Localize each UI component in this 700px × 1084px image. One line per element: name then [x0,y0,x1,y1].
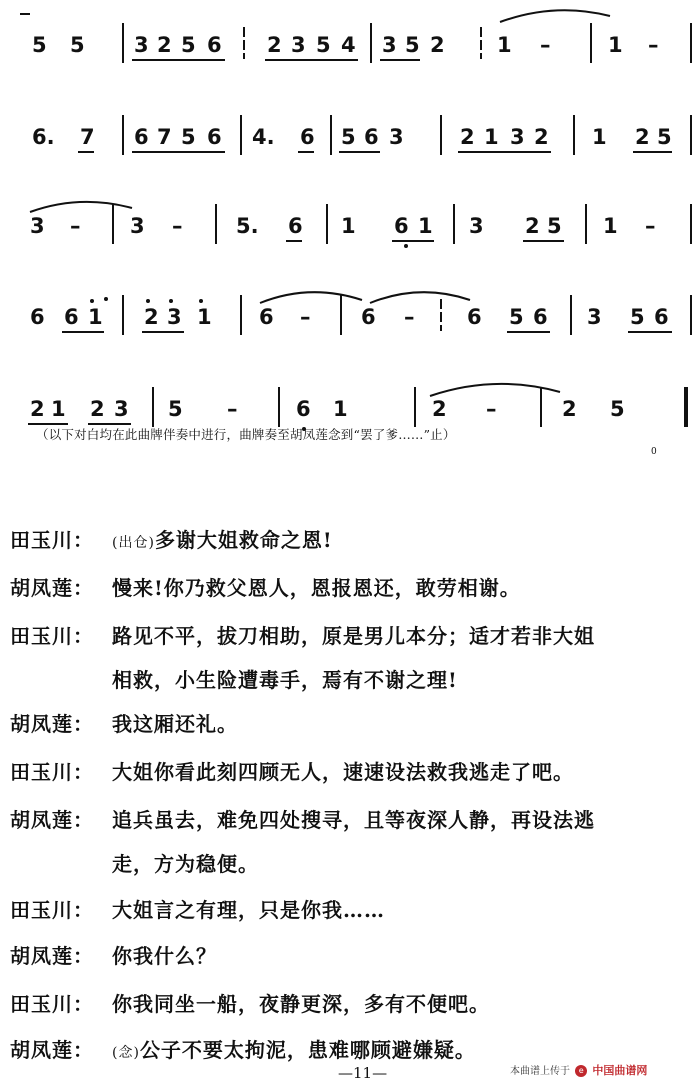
note-digit: 5 [509,305,524,329]
note-digit: 5 [405,33,420,57]
dialogue-text: 公子不要太拘泥，患难哪顾避嫌疑。 [139,1038,476,1062]
note-digit: 6 [207,125,222,149]
dialogue-text: 慢来!你乃救父恩人，恩报恩还，敢劳相谢。 [112,576,521,600]
note-digit: 6 [394,214,409,238]
note-mark: 0 [651,447,657,457]
note-digit: 3 [389,125,404,149]
dashed-barline [440,299,442,331]
note-digit: 2 [432,397,447,421]
octave-dot [90,299,94,303]
footer-text: 本曲谱上传于 [510,1066,570,1077]
dialogue-line [10,756,574,785]
note-digit: 6 [207,33,222,57]
dialogue-text: 我这厢还礼。 [112,712,238,736]
note-digit: 1 [603,214,618,238]
note-digit: 7 [157,125,172,149]
tie-arc [500,10,610,22]
dialogue-text: 多谢大姐救命之恩! [154,528,333,552]
dialogue-text: 路见不平，拔刀相助，原是男儿本分；适才若非大姐 [112,624,595,648]
beam-underline [633,151,672,153]
note-digit: 7 [80,125,95,149]
note-digit: 1 [497,33,512,57]
note-digit: 1 [341,214,356,238]
page-number: —11— [338,1064,388,1082]
note-digit: – [540,33,551,57]
beam-underline [392,240,434,242]
note-digit: 3 [382,33,397,57]
tie-arc [30,202,132,212]
barline [215,204,217,244]
note-digit: 1 [88,305,103,329]
note-digit: 6 [654,305,669,329]
note-digit: 2 [460,125,475,149]
tie-arc [260,292,362,303]
barline [440,115,442,155]
barline [690,295,692,335]
barline [326,204,328,244]
barline [340,295,342,335]
note-digit: 2 [430,33,445,57]
dialogue-line [10,572,521,601]
dialogue-continuation: 相救，小生险遭毒手，焉有不谢之理! [112,668,458,692]
dialogue-line [10,894,385,923]
dialogue-continuation: 走，方为稳便。 [112,852,259,876]
beam-underline [628,331,672,333]
beam-underline [507,331,550,333]
beam-underline [458,151,551,153]
barline [122,23,124,63]
note-digit: 6. [32,125,55,149]
note-digit: 3 [130,214,145,238]
stage-direction: (出仓) [112,535,155,551]
performance-note: （以下对白均在此曲牌伴奏中进行，曲牌奏至胡凤莲念到“罢了爹……”止） [36,427,456,442]
note-digit: 6 [30,305,45,329]
beam-underline [523,240,564,242]
note-digit: 3 [510,125,525,149]
note-digit: 2 [30,397,45,421]
barline [453,204,455,244]
note-digit: 1 [608,33,623,57]
speaker-name: 胡凤莲： [10,944,94,968]
dialogue-line [10,1034,476,1063]
note-digit: 6 [300,125,315,149]
note-digit: 2 [267,33,282,57]
note-digit: 5. [236,214,259,238]
dialogue-line [10,708,238,737]
barline [573,115,575,155]
note-digit: 1 [484,125,499,149]
octave-dot [104,297,108,301]
note-digit: 5 [630,305,645,329]
score-row [0,305,700,365]
note-digit: 3 [30,214,45,238]
speaker-name: 田玉川： [10,992,94,1016]
dialogue-text: 大姐你看此刻四顾无人，速速设法救我逃走了吧。 [112,760,574,784]
speaker-name: 田玉川： [10,528,94,552]
barline [540,387,542,427]
dialogue-text: 追兵虽去，难免四处搜寻，且等夜深人静，再设法逃 [112,808,595,832]
note-digit: 3 [114,397,129,421]
note-digit: 3 [291,33,306,57]
note-digit: 2 [90,397,105,421]
dialogue-text: 你我什么？ [112,944,217,968]
beam-underline [339,151,380,153]
dialogue-line [10,804,595,833]
note-digit: – [645,214,656,238]
note-digit: – [648,33,659,57]
speaker-name: 田玉川： [10,760,94,784]
barline [122,295,124,335]
note-digit: 5 [181,125,196,149]
beam-underline [298,151,314,153]
note-digit: 2 [562,397,577,421]
note-digit: 5 [657,125,672,149]
note-digit: 2 [525,214,540,238]
speaker-name: 田玉川： [10,624,94,648]
note-digit: 5 [168,397,183,421]
dashed-barline [480,27,482,59]
barline [278,387,280,427]
barline [414,387,416,427]
octave-dot [404,244,408,248]
dialogue-line [10,620,595,649]
note-digit: 6 [364,125,379,149]
note-digit: 1 [592,125,607,149]
barline [570,295,572,335]
score-row [0,33,700,93]
tie-arc [370,292,470,303]
note-digit: 6 [533,305,548,329]
beam-underline [142,331,184,333]
beam-underline [132,151,225,153]
barline [122,115,124,155]
note-digit: 6 [361,305,376,329]
note-digit: 1 [418,214,433,238]
beam-underline [265,59,358,61]
barline [690,115,692,155]
score-row [0,214,700,274]
note-digit: 2 [144,305,159,329]
dialogue-line [10,940,217,969]
footer-watermark [510,1062,647,1078]
note-digit: 6 [467,305,482,329]
beam-underline [132,59,225,61]
stage-direction: (念) [112,1045,140,1061]
dialogue-line [10,524,333,553]
speaker-name: 田玉川： [10,898,94,922]
note-digit: 6 [134,125,149,149]
speaker-name: 胡凤莲： [10,576,94,600]
beam-underline [286,240,302,242]
note-digit: 5 [70,33,85,57]
note-digit: 6 [288,214,303,238]
barline [370,23,372,63]
note-digit: 5 [32,33,47,57]
note-digit: 2 [157,33,172,57]
note-digit: – [300,305,311,329]
dialogue-text: 你我同坐一船，夜静更深，多有不便吧。 [112,992,490,1016]
note-digit: 5 [547,214,562,238]
note-digit: 5 [610,397,625,421]
barline [590,23,592,63]
barline [240,295,242,335]
note-digit: 5 [341,125,356,149]
dashed-barline [243,27,245,59]
note-digit: 2 [635,125,650,149]
speaker-name: 胡凤莲： [10,712,94,736]
note-digit: 6 [259,305,274,329]
barline [585,204,587,244]
note-digit: 3 [469,214,484,238]
barline [690,23,692,63]
score-row [0,125,700,185]
barline [152,387,154,427]
jianpu-score [0,0,700,420]
note-digit: 3 [167,305,182,329]
octave-dot [199,299,203,303]
octave-dot [169,299,173,303]
speaker-name: 胡凤莲： [10,1038,94,1062]
site-logo-icon: e [575,1065,587,1077]
octave-dot [146,299,150,303]
note-digit: 6 [296,397,311,421]
beam-underline [62,331,104,333]
barline [240,115,242,155]
note-digit: 1 [51,397,66,421]
note-digit: 5 [181,33,196,57]
note-digit: 1 [197,305,212,329]
final-barline [684,387,688,427]
note-digit: 4 [341,33,356,57]
note-digit: 4. [252,125,275,149]
barline [112,204,114,244]
note-digit: 5 [316,33,331,57]
note-digit: 3 [134,33,149,57]
note-digit: – [70,214,81,238]
barline [330,115,332,155]
dialogue-text: 大姐言之有理，只是你我…… [112,898,385,922]
note-digit: 6 [64,305,79,329]
beam-underline [78,151,94,153]
dialogue-line [10,988,490,1017]
note-digit: 1 [333,397,348,421]
speaker-name: 胡凤莲： [10,808,94,832]
note-digit: – [404,305,415,329]
footer-site: 中国曲谱网 [592,1064,648,1077]
note-digit: 3 [587,305,602,329]
note-digit: – [227,397,238,421]
note-digit: – [172,214,183,238]
beam-underline [380,59,420,61]
barline [690,204,692,244]
note-digit: – [486,397,497,421]
note-digit: 2 [534,125,549,149]
